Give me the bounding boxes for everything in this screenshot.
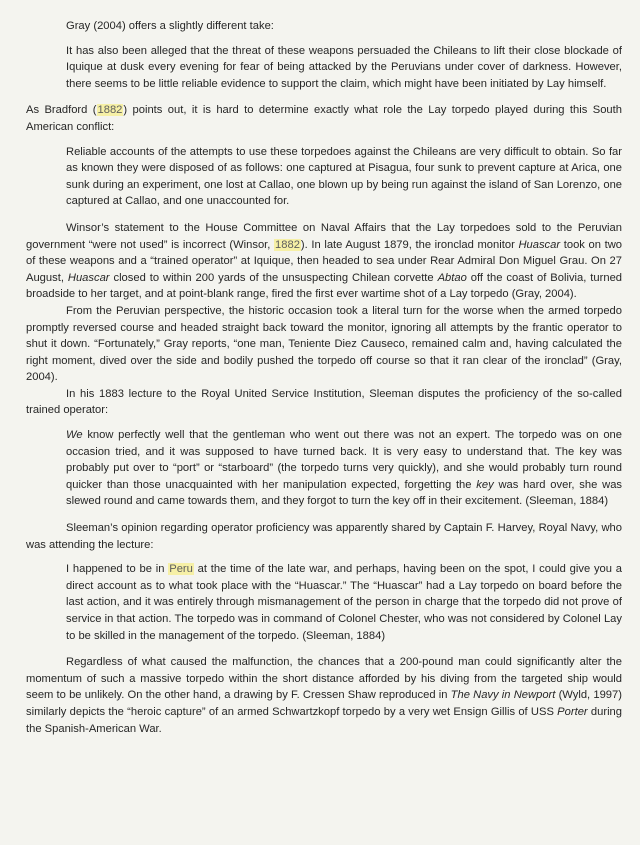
paragraph-sleeman-lecture: In his 1883 lecture to the Royal United Service Institution, Sleeman disputes the proficiency of the so-called trained operator: [26,387,622,417]
block-quote-sleeman: We know perfectly well that the gentleman who went out there was not an expert. The torpedo was on one occasion tried, and it was supposed to have turned back. It is very easy to understand that. The key was probably put over to “port” or “starboard” (the torpedo turns very quickly), and she would probably turn round quicker than those unacquainted with her manipulation expected, forgetting the key was hard over, she was slewed round and came towards them, and they forgot to turn the key off in their excitement. (Sleeman, 1884) [66,429,623,508]
paragraph-malfunction: Regardless of what caused the malfunction, the chances that a 200-pound man could significantly alter the momentum of such a massive torpedo within the short distance afforded by his diving from the targeted ship would seem to be unlikely. On the other hand, a drawing by F. Cressen Shaw reproduced in The Navy in Newport (Wyld, 1997) similarly depicts the “heroic capture” of an armed Schwartzkopf torpedo by a very wet Ensign Gillis of USS Porter during the Spanish-American War. [26,656,622,735]
block-quote-bradford: Reliable accounts of the attempts to use these torpedoes against the Chileans are very difficult to obtain. So far as known they were disposed of as follows: one captured at Pisagua, four sunk to prevent capture at Arica, one sunk during an experiment, one lost at Callao, one blown up by being run against the island of San Lorenzo, one captured at Callao, and one unaccounted for. [66,145,623,208]
paragraph-bradford: As Bradford (1882) points out, it is hard to determine exactly what role the Lay torpedo played during this South American conflict: [26,104,622,133]
ship-name: Abtao [437,271,467,284]
ship-name: Huascar [518,238,561,251]
ship-name: Porter [557,705,588,718]
paragraph-peruvian-perspective: From the Peruvian perspective, the historic occasion took a literal turn for the worse when the armed torpedo promptly reversed course and headed straight back toward the monitor, ignoring all attempts by the frantic operator to shut it down. “Fortunately,” Gray reports, “one man, Teniente Diez Causeco, remained calm and, having calculated the right moment, dived over the side and bodily pushed the torpedo off course so that it ran clear of the ironclad” (Gray, 2004). [26,304,622,384]
book-title: The Navy in Newport [450,689,556,702]
block-quote-gray: It has also been alleged that the threat of these weapons persuaded the Chileans to lift their close blockade of Iquique at dusk every evening for fear of being attacked by the Peruvians under cover of darkness. However, there seems to be little reliable evidence to support the claim, which might have been initiated by Lay himself. [66,44,622,90]
paragraph-harvey: Sleeman’s opinion regarding operator proficiency was apparently shared by Captain F. Harvey, Royal Navy, who was attending the lecture: [26,522,622,551]
highlight-1882[interactable]: 1882 [275,238,300,251]
block-quote-harvey: I happened to be in Peru at the time of the late war, and perhaps, having been on the spot, I could give you a direct account as to what took place with the “Huascar.” The “Huascar” had a Lay torpedo on board before the last action, and it was entirely through mismanagement of the person in charge that the torpedo did not prove of service in that action. The torpedo was in command of Colonel Chester, who was not considered by Colonel Lay to be skilled in the management of the torpedo. (Sleeman, 1884) [66,563,622,642]
intro-paragraph-gray: Gray (2004) offers a slightly different take: [66,20,274,32]
highlight-1882[interactable]: 1882 [97,104,123,117]
highlight-peru[interactable]: Peru [169,563,193,576]
paragraph-winsor: Winsor’s statement to the House Committee on Naval Affairs that the Lay torpedoes sold to the Peruvian government “were not used” is incorrect (Winsor, 1882). In late August 1879, the ironclad monitor Huascar took on two of these weapons and a “trained operator” at Iquique, then headed to sea under Rear Admiral Don Miguel Grau. On 27 August, Huascar closed to within 200 yards of the unsuspecting Chilean corvette Abtao off the coast of Bolivia, turned broadside to her target, and at point-blank range, fired the first ever wartime shot of a Lay torpedo (Gray, 2004). [26,221,623,301]
ship-name: Huascar [67,271,110,284]
